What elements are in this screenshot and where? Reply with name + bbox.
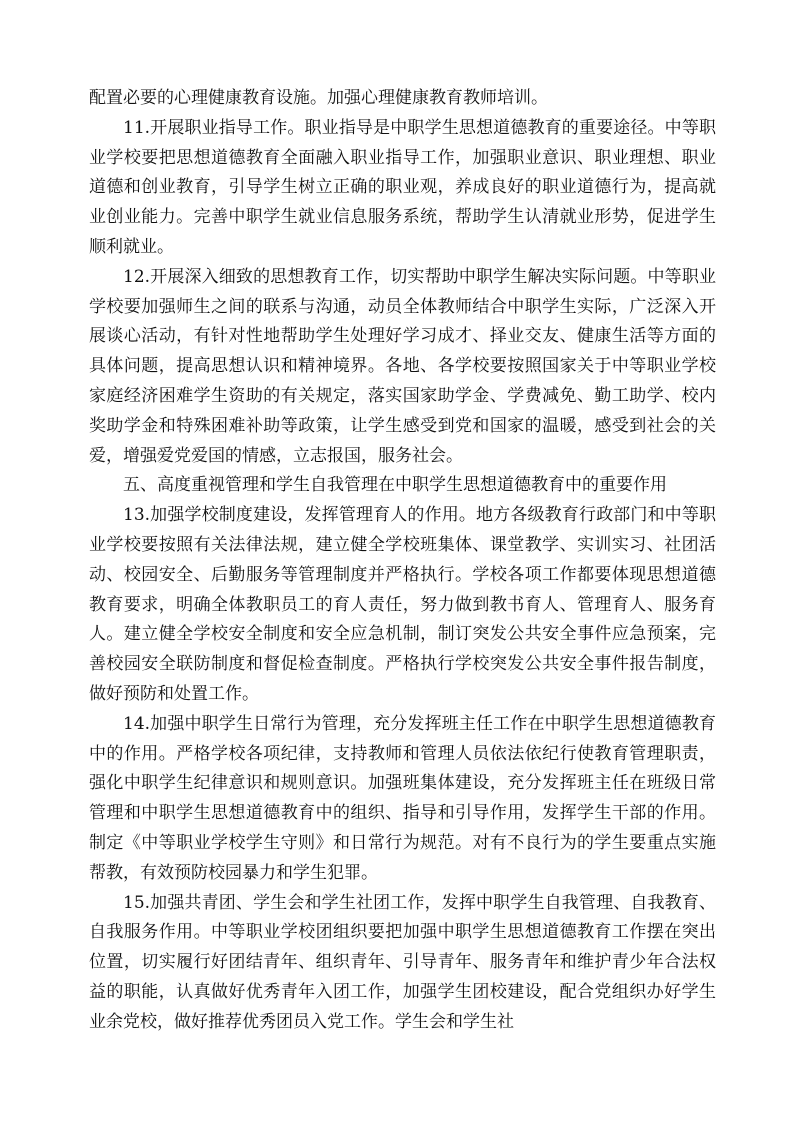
paragraph-item-12: 12.开展深入细致的思想教育工作，切实帮助中职学生解决实际问题。中等职业学校要加强师生之间的联系与沟通，动员全体教师结合中职学生实际，广泛深入开展谈心活动，有针对性地帮助学生处理好学习成才、择业交友、健康生活等方面的具体问题，提高思想认识和精神境界。各地、各学校要按照国家关于中等职业学校家庭经济困难学生资助的有关规定，落实国家助学金、学费减免、勤工助学、校内奖助学金和特殊困难补助等政策，让学生感受到党和国家的温暖，感受到社会的关爱，增强爱党爱国的情感，立志报国，服务社会。	[89, 266, 716, 466]
paragraph-item-15: 15.加强共青团、学生会和学生社团工作，发挥中职学生自我管理、自我教育、自我服务作用。中等职业学校团组织要把加强中职学生思想道德教育工作摆在突出位置，切实履行好团结青年、组织青年、引导青年、服务青年和维护青少年合法权益的职能，认真做好优秀青年入团工作，加强学生团校建设，配合党组织办好学生业余党校，做好推荐优秀团员入党工作。学生会和学生社	[89, 892, 716, 1032]
paragraph-item-14: 14.加强中职学生日常行为管理，充分发挥班主任工作在中职学生思想道德教育中的作用。严格学校各项纪律，支持教师和管理人员依法依纪行使教育管理职责，强化中职学生纪律意识和规则意识。加强班集体建设，充分发挥班主任在班级日常管理和中职学生思想道德教育中的组织、指导和引导作用，发挥学生干部的作用。制定《中等职业学校学生守则》和日常行为规范。对有不良行为的学生要重点实施帮教，有效预防校园暴力和学生犯罪。	[89, 713, 716, 883]
document-page	[89, 84, 716, 1038]
section-heading-5: 五、高度重视管理和学生自我管理在中职学生思想道德教育中的重要作用	[123, 475, 667, 496]
paragraph-continuation: 配置必要的心理健康教育设施。加强心理健康教育教师培训。	[89, 88, 548, 108]
paragraph-item-13: 13.加强学校制度建设，发挥管理育人的作用。地方各级教育行政部门和中等职业学校要按照有关法律法规，建立健全学校班集体、课堂教学、实训实习、社团活动、校园安全、后勤服务等管理制度并严格执行。学校各项工作都要体现思想道德教育要求，明确全体教职员工的育人责任，努力做到教书育人、管理育人、服务育人。建立健全学校安全制度和安全应急机制，制订突发公共安全事件应急预案，完善校园安全联防制度和督促检查制度。严格执行学校突发公共安全事件报告制度，做好预防和处置工作。	[89, 505, 716, 704]
paragraph-item-11: 11.开展职业指导工作。职业指导是中职学生思想道德教育的重要途径。中等职业学校要把思想道德教育全面融入职业指导工作，加强职业意识、职业理想、职业道德和创业教育，引导学生树立正确的职业观，养成良好的职业道德行为，提高就业创业能力。完善中职学生就业信息服务系统，帮助学生认清就业形势，促进学生顺利就业。	[89, 117, 716, 257]
